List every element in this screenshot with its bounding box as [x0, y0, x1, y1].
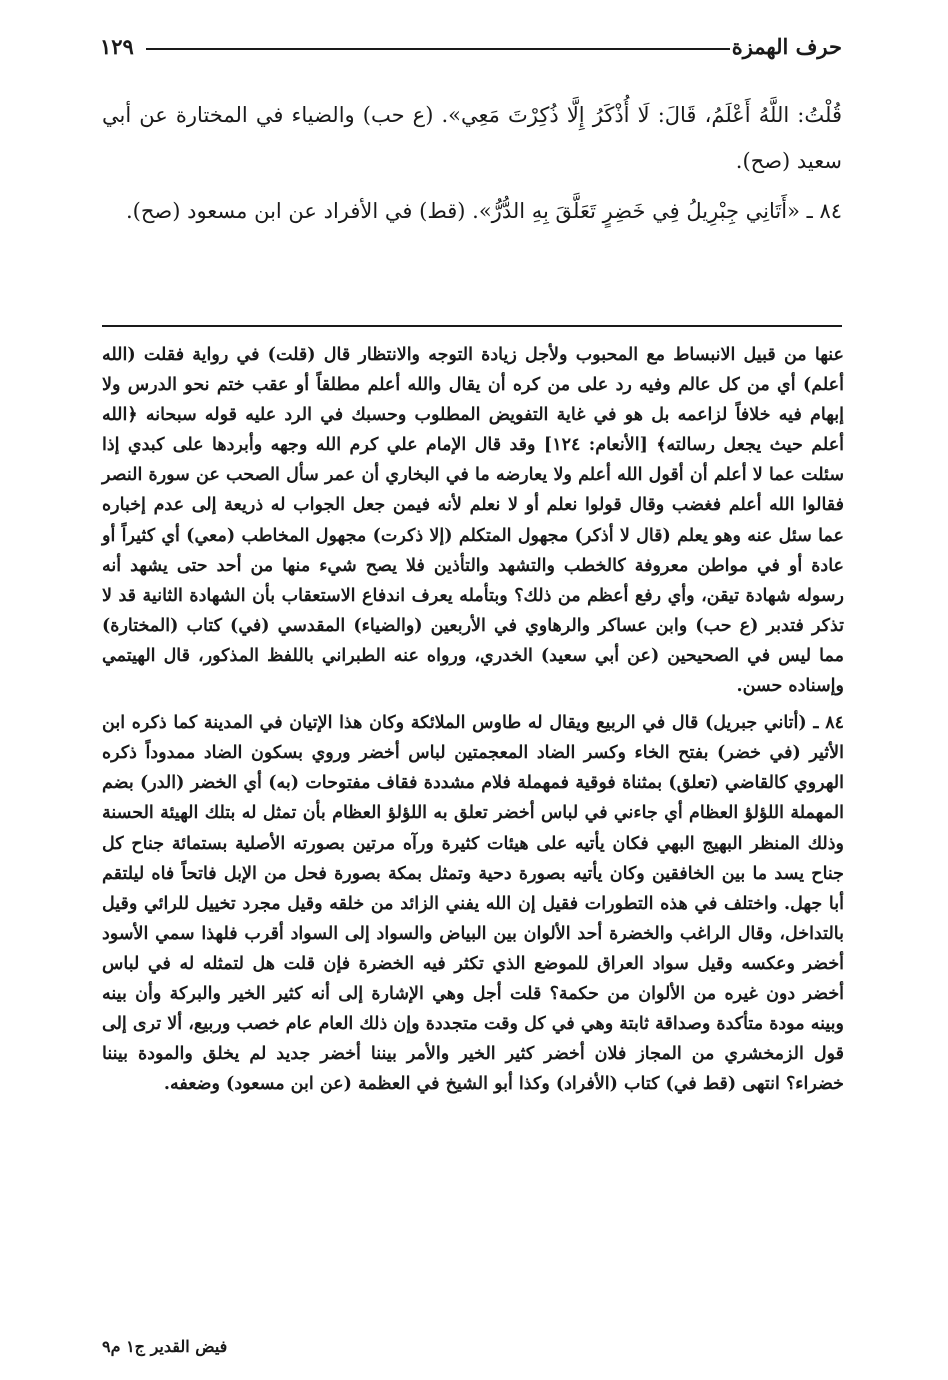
commentary-paragraph-1: عنها من قبيل الانبساط مع المحبوب ولأجل زيادة التوجه والانتظار قال (قلت) في رواية فقلت (الله أعلم) أي من كل عالم وفيه رد على من كره أن يقال والله أعلم مطلقاً أو عقب ختم نحو الدرس ولا إبهام فيه خلافاً لزاعمه بل هو في غاية التفويض المطلوب وحسبك في الرد عليه قوله سبحانه ﴿الله أعلم حيث يجعل رسالته﴾ [الأنعام: ١٢٤] وقد قال الإمام علي كرم الله وجهه وأبردها على كبدي إذا سئلت عما لا أعلم أن أقول الله أعلم ولا يعارضه ما في البخاري أن عمر سأل الصحب عن سورة النصر فقالوا الله أعلم فغضب وقال قولوا نعلم أو لا نعلم لأنه فيمن جعل الجواب له ذريعة إلى عدم إخباره عما سئل عنه وهو يعلم (قال لا أذكر) مجهول المتكلم (إلا ذكرت) مجهول المخاطب (معي) أي كثيراً أو عادة أو في مواطن معروفة كالخطب والتشهد والتأذين فلا يصح شيء منها من أحد حتى يشهد أنه رسوله شهادة تيقن، وأي رفع أعظم من ذلك؟ وبتأمله يعرف اندفاع الاستعقاب بأن الشهادة الثانية قد لا تذكر فتدبر (ع حب) وابن عساكر والرهاوي في الأربعين (والضياء) المقدسي (في) كتاب (المختارة) مما ليس في الصحيحين (عن أبي سعيد) الخدري، ورواه عنه الطبراني باللفظ المذكور، قال الهيتمي وإسناده حسن. [102, 345, 845, 697]
page-number: ١٢٩ [100, 34, 134, 59]
chapter-title: حرف الهمزة [731, 34, 842, 59]
commentary-paragraph-2: ٨٤ ـ (أتاني جبريل) قال في الربيع ويقال له طاوس الملائكة وكان هذا الإتيان في المدينة كما ذكره ابن الأثير (في خضر) بفتح الخاء وكسر الضاد المعجمتين لباس أخضر وروي بسكون الضاد ممدوداً ذكره الهروي كالقاضي (تعلق) بمثناة فوقية فمهملة فلام مشددة فقاف مفتوحات (به) أي الخضر (الدر) بضم المهملة اللؤلؤ العظام أي جاءني في لباس أخضر تعلق به اللؤلؤ العظام بأن تمثل له بتلك الهيئة الحسنة وذلك المنظر البهيج البهي فكان يأتيه على هيئات كثيرة ورآه مرتين بصورته الأصلية بستمائة جناح كل جناح يسد ما بين الخافقين وكان يأتيه بصورة دحية وتمثل بمكة بصورة فحل من الإبل فاتحاً فاه ليلتقم أبا جهل. واختلف في هذه التطورات فقيل إن الله يفني الزائد من خلقه وقيل مجرد تخييل للرائي وقيل بالتداخل، وقال الراغب والخضرة أحد الألوان بين البياض والسواد إلى السواد أقرب فلهذا سمي الأسود أخضر وعكسه وقيل سواد العراق للموضع الذي تكثر فيه الخضرة فإن قلت هل لتمثله له في لباس أخضر دون غيره من الألوان من حكمة؟ قلت أجل وهي الإشارة إلى أنه كثير الخير والبركة وأن بينه وبينه مودة متأكدة وصداقة ثابتة وهي في كل وقت متجددة وإن ذلك العام عام خصب وربيع، ألا ترى إلى قول الزمخشري من المجاز فلان أخضر كثير الخير والأمر بيننا أخضر جديد لم يخلق والمودة بيننا خضراء؟ انتهى (قط في) كتاب (الأفراد) وكذا أبو الشيخ في العظمة (عن ابن مسعود) وضعفه. [102, 713, 844, 1095]
hadith-paragraph-1: قُلْتُ: اللَّهُ أَعْلَمُ، قَالَ: لَا أُذْكَرُ إِلَّا ذُكِرْتَ مَعِي». (ع حب) والضياء في المختارة عن أبي سعيد (صح). [102, 103, 842, 173]
hadith-text [102, 92, 842, 238]
commentary-text [102, 340, 844, 1099]
hadith-paragraph-2: ٨٤ ـ «أَتَانِي جِبْرِيلُ فِي خَضِرٍ تَعَلَّقَ بِهِ الدُّرُّ». (قط) في الأفراد عن ابن مسعود (صح). [125, 199, 842, 223]
header-rule [146, 48, 730, 50]
page-header [100, 32, 842, 66]
footnote-divider [102, 325, 842, 327]
printer-signature: فيض القدير ج١ م٩ [102, 1337, 228, 1356]
